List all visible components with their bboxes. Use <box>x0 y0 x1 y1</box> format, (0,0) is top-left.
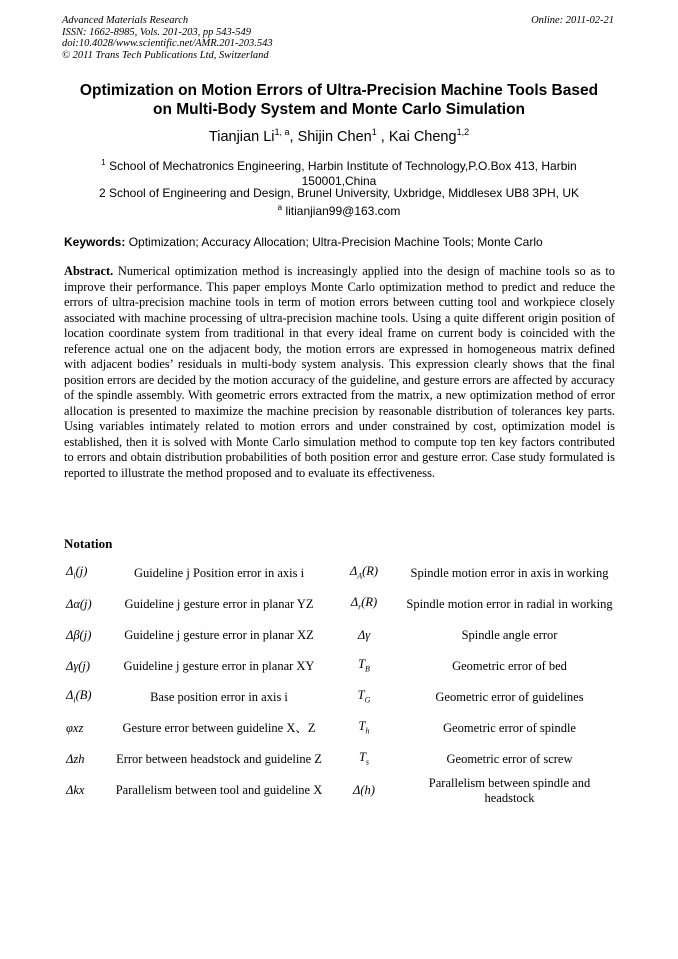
notation-table <box>64 558 615 806</box>
notation-symbol: Δkx <box>66 783 85 797</box>
notation-heading: Notation <box>64 536 113 551</box>
journal-doi: doi:10.4028/www.scientific.net/AMR.201-203.543 <box>62 38 273 49</box>
notation-symbol: Δzh <box>66 752 85 766</box>
paper-title <box>40 81 638 119</box>
author-name: Shijin Chen <box>297 129 372 145</box>
notation-description: Base position error in axis i <box>150 690 288 704</box>
table-row <box>64 651 615 682</box>
notation-description: Geometric error of guidelines <box>435 690 584 704</box>
notation-description: Spindle motion error in radial in working <box>406 597 613 611</box>
notation-symbol: Δγ(j) <box>66 659 91 673</box>
notation-description: Geometric error of screw <box>446 752 573 766</box>
table-row <box>64 558 615 589</box>
author-affil-mark: 1,2 <box>456 127 470 137</box>
notation-description: Error between headstock and guideline Z <box>116 752 322 766</box>
notation-description: Guideline j gesture error in planar XY <box>123 659 315 673</box>
notation-description: Geometric error of bed <box>452 659 567 673</box>
abstract-label: Abstract. <box>64 264 114 278</box>
notation-symbol: $T_h$ <box>358 718 370 736</box>
notation-symbol: $T_G$ <box>357 687 371 705</box>
notation-symbol: φxz <box>66 721 84 735</box>
title-line-2: on Multi-Body System and Monte Carlo Simulation <box>152 101 525 118</box>
notation-symbol: Δα(j) <box>66 597 92 611</box>
notation-description: Guideline j gesture error in planar XZ <box>124 628 314 642</box>
journal-header <box>62 15 273 61</box>
author-name: Tianjian Li <box>208 129 275 145</box>
keywords <box>64 235 543 249</box>
notation-symbol: $T_s$ <box>358 749 370 767</box>
email-address: litianjian99@163.com <box>285 204 401 218</box>
notation-symbol: $T_B$ <box>358 656 370 674</box>
author-email <box>60 200 618 219</box>
journal-name: Advanced Materials Research <box>62 15 189 26</box>
table-row <box>64 775 615 806</box>
author-list: Tianjian Li$^{1, a}$, Shijin Chen$^1$ , Kai Cheng$^{1,2}$ <box>208 127 470 145</box>
author-affil-mark: 1 <box>371 127 377 137</box>
table-row <box>64 589 615 620</box>
notation-symbol: $\Delta_r(R)$ <box>350 594 378 612</box>
notation-description: Parallelism between spindle and headstock <box>428 775 591 805</box>
abstract <box>64 264 615 481</box>
notation-description: Parallelism between tool and guideline X <box>115 783 323 797</box>
keywords-label: Keywords: <box>64 235 126 249</box>
notation-description: Guideline j gesture error in planar YZ <box>124 597 314 611</box>
notation-symbol: Δγ <box>357 628 371 642</box>
affiliation-1-line-2: 150001,China <box>301 174 377 188</box>
title-line-1: Optimization on Motion Errors of Ultra-Precision Machine Tools Based <box>79 82 599 99</box>
notation-description: Gesture error between guideline X、Z <box>122 721 316 735</box>
journal-copyright: © 2011 Trans Tech Publications Ltd, Switzerland <box>62 49 269 61</box>
table-row <box>64 713 615 744</box>
email-mark: a <box>277 203 283 212</box>
table-row <box>64 620 615 651</box>
table-row <box>64 682 615 713</box>
affiliation-number: 1 <box>101 158 106 167</box>
table-row <box>64 744 615 775</box>
online-date: Online: 2011-02-21 <box>531 15 614 26</box>
notation-symbol: $\Delta_A(R)$ <box>349 563 379 581</box>
notation-description: Geometric error of spindle <box>443 721 576 735</box>
notation-description: Spindle motion error in axis in working <box>410 566 609 580</box>
affiliation-2: 2 School of Engineering and Design, Brunel University, Uxbridge, Middlesex UB8 3PH, UK <box>98 186 580 200</box>
notation-description: Spindle angle error <box>461 628 558 642</box>
affiliation-1 <box>60 155 618 189</box>
notation-symbol: $\Delta_i(B)$ <box>66 687 92 705</box>
notation-symbol: $\Delta_i(j)$ <box>66 563 88 581</box>
notation-description: Guideline j Position error in axis i <box>133 566 305 580</box>
author-name: Kai Cheng <box>388 129 457 145</box>
affiliation-1-line-1: School of Mechatronics Engineering, Harbin Institute of Technology,P.O.Box 413, Harbin <box>109 159 577 173</box>
notation-symbol: Δβ(j) <box>66 628 92 642</box>
keywords-text: Optimization; Accuracy Allocation; Ultra-Precision Machine Tools; Monte Carlo <box>128 235 543 249</box>
abstract-text: Numerical optimization method is increasingly applied into the design of machine tools so as to improve their performance. This paper employs Monte Carlo optimization method to predict and reduce the errors of ultra-precision machine tools in term of motion errors between cutting tool and workpiece closely associated with machine processing of ultra-precision machine tools. Using a quite different origin position of location coordinate system from traditional in that every ideal frame on current body is coincided with the reference actual one on the adjacent body, the motion errors are expressed in homogeneous matrix defined with adjacent bodies’ residuals in multi-body system analysis. This expression clearly shows that the final position errors are decided by the motion accuracy of the guideline, and gesture errors are affected by accuracy of the spindle assembly. With geometric errors extracted from the matrix, a new optimization method of error allocation is presented to maximize the machine precision by reasonable distribution of tolerances key parts. Using variables intimately related to motion errors and under constrained by cost, optimization model is established, then it is solved with Monte Carlo simulation method to compute top ten key factors contributed to errors and obtain distribution probabilities of both position error and gesture error. Case study formulated is reported to illustrate the method proposed and to evaluate its effectiveness. <box>64 264 615 480</box>
author-affil-mark: 1, a <box>274 127 290 137</box>
notation-symbol: Δ(h) <box>353 783 375 797</box>
journal-issn: ISSN: 1662-8985, Vols. 201-203, pp 543-549 <box>62 26 251 38</box>
